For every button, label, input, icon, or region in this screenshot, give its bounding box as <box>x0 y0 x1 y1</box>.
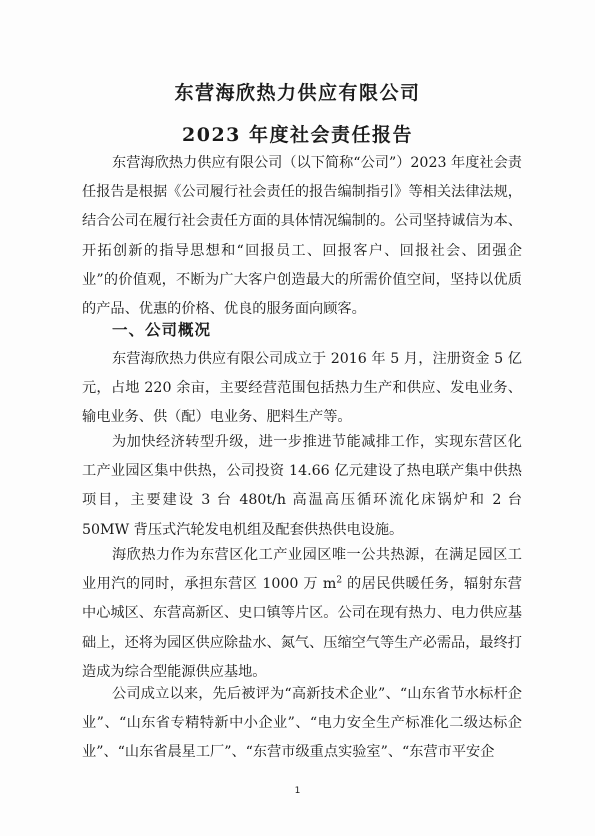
page-number: 1 <box>294 786 301 796</box>
overview-paragraph-1: 东营海欣热力供应有限公司成立于 2016 年 5 月，注册资金 5 亿元，占地 220 余亩，主要经营范围包括热力生产和供应、发电业务、输电业务、供（配）电业务、肥料生产等。 <box>82 351 522 426</box>
overview-paragraph-4: 公司成立以来，先后被评为“高新技术企业”、“山东省节水标杆企业”、“山东省专精特新中小企业”、“电力安全生产标准化二级达标企业”、“山东省晨星工厂”、“东营市级重点实验室”、“东营市平安企 <box>82 686 522 761</box>
overview-paragraph-3-part1: 海欣热力作为东营区化工产业园区唯一公共热源，在满足园区工业用汽的同时，承担东营区 1000 万 m <box>82 547 522 593</box>
section-heading-overview: 一、公司概况 <box>112 320 212 339</box>
overview-paragraph-3-part2: 的居民供暖任务，辐射东营中心城区、东营高新区、史口镇等片区。公司在现有热力、电力供应基础上，还将为园区供应除盐水、氮气、压缩空气等生产必需品，最终打造成为综合型能源供应基地。 <box>82 576 522 680</box>
report-title: 2023 年度社会责任报告 <box>182 124 413 146</box>
company-title: 东营海欣热力供应有限公司 <box>174 82 421 104</box>
overview-paragraph-3 <box>82 541 522 687</box>
overview-paragraph-2: 为加快经济转型升级，进一步推进节能减排工作，实现东营区化工产业园区集中供热，公司投资 14.66 亿元建设了热电联产集中供热项目，主要建设 3 台 480t/h 高温高压循环流化床锅炉和 2 台 50MW 背压式汽轮发电机组及配套供热供电设施。 <box>82 434 522 538</box>
superscript-2: 2 <box>336 575 343 586</box>
intro-paragraph: 东营海欣热力供应有限公司（以下简称“公司”）2023 年度社会责任报告是根据《公司履行社会责任的报告编制指引》等相关法律法规，结合公司在履行社会责任方面的具体情况编制的。公司坚持诚信为本、开拓创新的指导思想和“回报员工、回报客户、回报社会、团强企业”的价值观，不断为广大客户创造最大的所需价值空间，坚持以优质的产品、优惠的价格、优良的服务面向顾客。 <box>82 155 522 318</box>
